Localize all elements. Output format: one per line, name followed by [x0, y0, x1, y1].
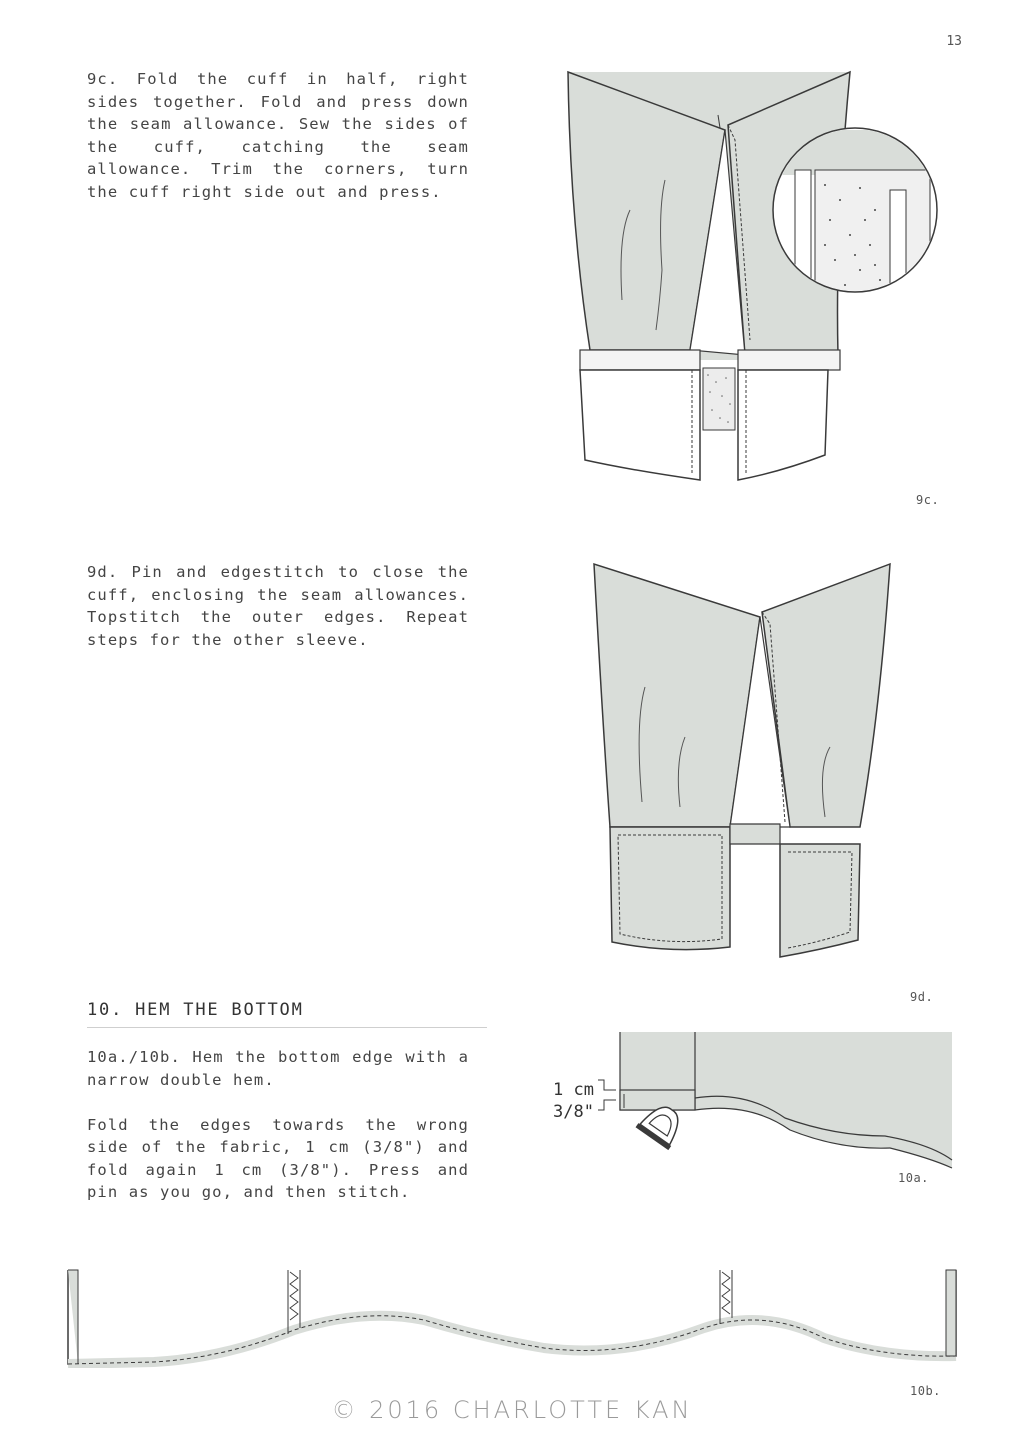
hem-measurements [548, 1079, 594, 1123]
illustration-10b [64, 1268, 960, 1368]
caption-9c: 9c. [916, 493, 940, 507]
illustration-10a [540, 1030, 960, 1170]
step-10-paragraph-2: Fold the edges towards the wrong side of the fabric, 1 cm (3/8") and fold again 1 cm (3/8"). Press and pin as you go, and then stitch. [87, 1115, 469, 1201]
caption-10a: 10a. [898, 1171, 929, 1185]
footer-copyright: © 2016 CHARLOTTE KAN [331, 1396, 693, 1424]
page-number: 13 [946, 34, 962, 49]
illustration-9c [560, 70, 950, 490]
section-divider [87, 1027, 487, 1028]
caption-10b: 10b. [910, 1384, 941, 1398]
step-10-text [87, 1046, 469, 1226]
step-10-paragraph-1: 10a./10b. Hem the bottom edge with a narrow double hem. [87, 1048, 469, 1089]
section-title-hem: 10. HEM THE BOTTOM [87, 1000, 304, 1020]
illustration-9d [590, 562, 910, 972]
measure-cm: 1 cm [553, 1080, 594, 1100]
step-9c-text: 9c. Fold the cuff in half, right sides together. Fold and press down the seam allowance. Sew the sides of the cuff, catching the seam allowance. Trim the corners, turn the cuff right side out and press. [87, 70, 469, 201]
caption-9d: 9d. [910, 990, 934, 1004]
measure-inch: 3/8" [553, 1102, 594, 1122]
step-9d-text: 9d. Pin and edgestitch to close the cuff, enclosing the seam allowances. Topstitch the outer edges. Repeat steps for the other sleeve. [87, 563, 469, 649]
